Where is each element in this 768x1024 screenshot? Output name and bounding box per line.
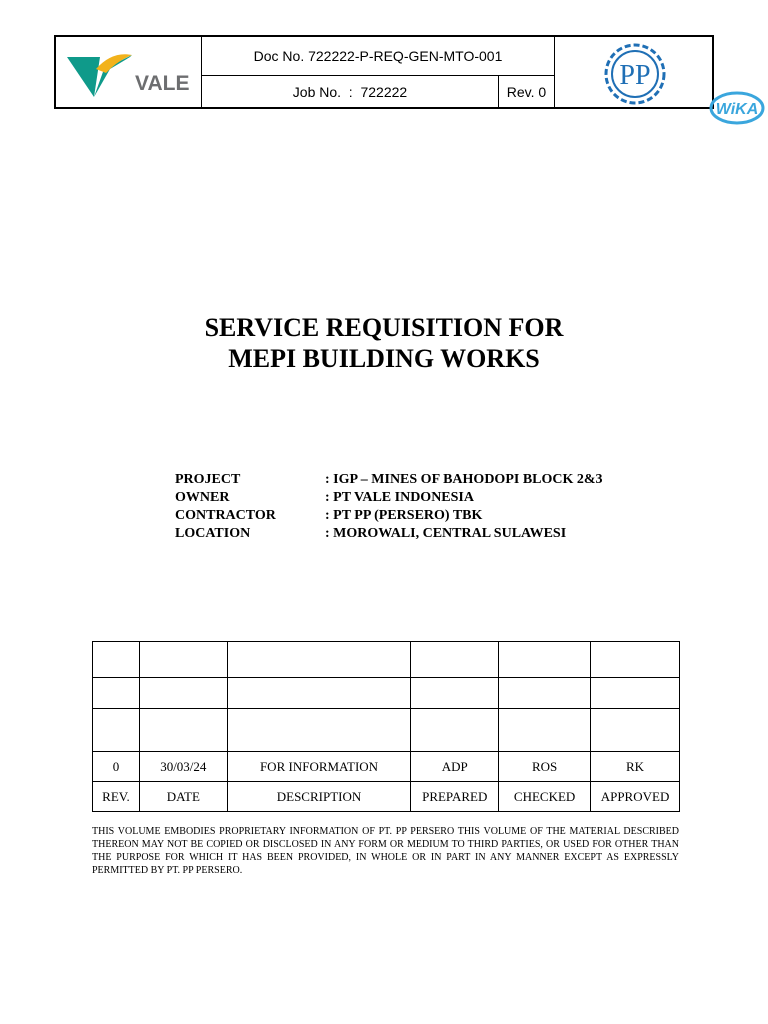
wika-logo-icon: [709, 90, 765, 126]
info-value: : IGP – MINES OF BAHODOPI BLOCK 2&3: [325, 472, 603, 487]
header-description: DESCRIPTION: [227, 782, 411, 812]
info-value: : PT PP (PERSERO) TBK: [325, 508, 483, 523]
date-cell: 30/03/24: [139, 752, 227, 782]
project-info: [175, 471, 603, 543]
table-cell: [591, 642, 680, 678]
table-cell: [227, 678, 411, 709]
wika-logo-text: WiKA: [715, 101, 759, 118]
table-row-empty: [93, 678, 680, 709]
title-line-2: MEPI BUILDING WORKS: [228, 344, 540, 373]
header-checked: CHECKED: [499, 782, 591, 812]
document-info-cell: [202, 37, 555, 107]
table-cell: [139, 642, 227, 678]
info-label: CONTRACTOR: [175, 508, 276, 523]
vale-logo-cell: [56, 37, 202, 107]
info-label: LOCATION: [175, 526, 251, 541]
table-cell: [411, 709, 499, 752]
table-cell: [591, 678, 680, 709]
vale-logo-icon: [62, 39, 202, 109]
revision-number: Rev. 0: [506, 83, 547, 100]
table-cell: [411, 642, 499, 678]
title-line-1: SERVICE REQUISITION FOR: [204, 313, 564, 342]
approved-cell: RK: [591, 752, 680, 782]
header-rev: REV.: [93, 782, 140, 812]
info-value: : MOROWALI, CENTRAL SULAWESI: [325, 526, 567, 541]
pp-logo-text: PP: [619, 60, 651, 91]
header-approved: APPROVED: [591, 782, 680, 812]
checked-cell: ROS: [499, 752, 591, 782]
disclaimer-text: THIS VOLUME EMBODIES PROPRIETARY INFORMATION OF PT. PP PERSERO THIS VOLUME OF THE MATERIAL DESCRIBED THEREON MAY NOT BE COPIED OR DISCLOSED IN ANY FORM OR MEDIUM TO THIRD PARTIES, OR USED FOR OTHER THAN THE PURPOSE FOR WHICH IT HAS BEEN PROVIDED, IN WHOLE OR IN PART IN ANY MANNER EXCEPT AS EXPRESSLY PERMITTED BY PT. PP PERSERO.: [92, 826, 679, 876]
table-cell: [499, 642, 591, 678]
description-cell: FOR INFORMATION: [227, 752, 411, 782]
table-cell: [499, 709, 591, 752]
info-row-location: [175, 525, 603, 543]
table-row: [93, 752, 680, 782]
info-label: OWNER: [175, 490, 230, 505]
document-title: [0, 312, 768, 374]
info-row-project: [175, 471, 603, 489]
vale-logo-text: VALE: [135, 72, 190, 95]
table-row-empty: [93, 642, 680, 678]
table-cell: [93, 678, 140, 709]
table-cell: [499, 678, 591, 709]
table-cell: [139, 678, 227, 709]
info-label: PROJECT: [175, 472, 241, 487]
table-cell: [411, 678, 499, 709]
prepared-cell: ADP: [411, 752, 499, 782]
table-cell: [227, 642, 411, 678]
document-header: [54, 35, 714, 109]
table-cell: [93, 709, 140, 752]
job-number: Job No. : 722222: [202, 76, 499, 107]
table-cell: [93, 642, 140, 678]
table-cell: [591, 709, 680, 752]
rev-cell: 0: [93, 752, 140, 782]
table-header-row: [93, 782, 680, 812]
info-row-contractor: [175, 507, 603, 525]
pp-logo-icon: [600, 40, 670, 106]
doc-number: Doc No. 722222-P-REQ-GEN-MTO-001: [202, 37, 554, 76]
pp-logo-cell: [555, 37, 712, 107]
table-cell: [227, 709, 411, 752]
info-value: : PT VALE INDONESIA: [325, 490, 474, 505]
header-date: DATE: [139, 782, 227, 812]
table-cell: [139, 709, 227, 752]
revision-table: [92, 641, 680, 812]
info-row-owner: [175, 489, 603, 507]
header-prepared: PREPARED: [411, 782, 499, 812]
table-row-empty: [93, 709, 680, 752]
